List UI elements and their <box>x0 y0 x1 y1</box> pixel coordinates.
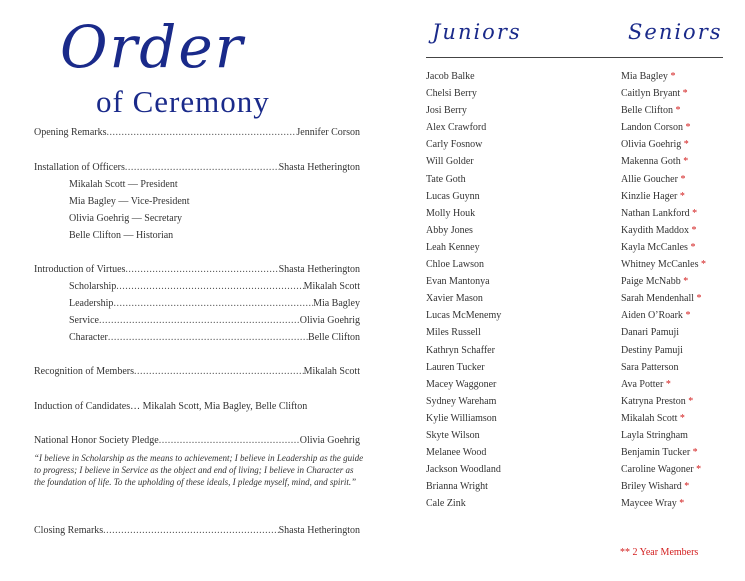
program-speaker: Shasta Hetherington <box>278 162 360 173</box>
seniors-heading: Seniors <box>628 20 723 44</box>
program-label: National Honor Society Pledge <box>34 435 159 446</box>
leader-dots <box>99 315 300 326</box>
senior-name: Belle Clifton <box>621 105 673 117</box>
senior-name: Maycee Wray <box>621 498 677 510</box>
senior-entry <box>621 393 706 410</box>
junior-name: Leah Kenney <box>426 241 480 253</box>
officer-item: Mikalah Scott — President <box>69 179 178 190</box>
two-year-marker: * <box>682 310 691 322</box>
program-recognition <box>34 366 360 377</box>
senior-name: Aiden O’Roark <box>621 310 683 322</box>
senior-name: Kayla McCanles <box>621 241 688 253</box>
senior-entry <box>621 256 706 273</box>
senior-entry <box>621 171 706 188</box>
two-year-marker: * <box>677 412 685 424</box>
title-ceremony: of Ceremony <box>96 84 270 119</box>
two-year-marker: * <box>676 498 685 510</box>
senior-entry <box>621 205 706 222</box>
leader-dots <box>134 366 304 377</box>
virtue-label: Service <box>69 315 99 326</box>
program-virtues <box>34 264 360 275</box>
junior-name: Abby Jones <box>426 224 473 236</box>
two-year-marker: * <box>680 156 689 168</box>
virtue-label: Scholarship <box>69 281 117 292</box>
senior-entry <box>621 222 706 239</box>
junior-name: Alex Crawford <box>426 122 487 134</box>
virtue-item <box>69 281 360 292</box>
senior-entry <box>621 342 706 359</box>
senior-entry <box>621 376 706 393</box>
program-label: Introduction of Virtues <box>34 264 126 275</box>
two-year-marker: * <box>667 71 676 82</box>
two-year-marker: * <box>680 276 689 288</box>
leader-dots <box>108 332 308 343</box>
footnote: ** 2 Year Members <box>620 547 699 558</box>
senior-name: Danari Pamuji <box>621 327 680 339</box>
leader-dots <box>116 281 303 292</box>
senior-name: Layla Stringham <box>621 429 688 441</box>
senior-name: Olivia Goehrig <box>621 139 682 151</box>
junior-name: Cale Zink <box>426 498 466 510</box>
junior-name: Miles Russell <box>426 327 481 339</box>
juniors-list <box>426 68 501 512</box>
senior-name: Makenna Goth <box>621 156 681 168</box>
leader-dots <box>103 525 278 536</box>
juniors-heading: Juniors <box>432 20 522 44</box>
program-label: Closing Remarks <box>34 525 104 536</box>
junior-name: Evan Mantonya <box>426 276 490 288</box>
program-label: Recognition of Members <box>34 366 134 377</box>
virtue-label: Character <box>69 332 108 343</box>
virtue-item <box>69 332 360 343</box>
senior-entry <box>621 290 706 307</box>
junior-name: Skyte Wilson <box>426 429 480 441</box>
two-year-marker: * <box>680 88 688 100</box>
junior-name: Carly Fosnow <box>426 139 483 151</box>
senior-name: Sara Patterson <box>621 361 679 373</box>
senior-name: Kaydith Maddox <box>621 224 690 236</box>
senior-name: Mia Bagley <box>621 71 668 82</box>
virtue-item <box>69 315 360 326</box>
two-year-marker: * <box>677 190 685 202</box>
senior-name: Briley Wishard <box>621 481 682 493</box>
junior-name: Kathryn Schaffer <box>426 344 495 356</box>
title-order: Order <box>60 13 245 81</box>
two-year-marker: * <box>677 173 686 185</box>
senior-name: Paige McNabb <box>621 276 681 288</box>
senior-entry <box>621 444 706 461</box>
junior-name: Brianna Wright <box>426 481 488 493</box>
junior-name: Will Golder <box>426 156 474 168</box>
senior-entry <box>621 461 706 478</box>
virtue-speaker: Mia Bagley <box>313 298 360 309</box>
two-year-marker: * <box>687 241 696 253</box>
program-speaker: Olivia Goehrig <box>299 435 360 446</box>
program-induction: Induction of Candidates… Mikalah Scott, Mia Bagley, Belle Clifton <box>34 401 308 412</box>
senior-name: Allie Goucher <box>621 173 678 185</box>
leader-dots <box>125 264 278 275</box>
junior-name: Kylie Williamson <box>426 412 497 424</box>
junior-name: Sydney Wareham <box>426 395 497 407</box>
program-pledge <box>34 435 360 446</box>
virtue-item <box>69 298 360 309</box>
senior-entry <box>621 239 706 256</box>
leader-dots <box>113 298 313 309</box>
junior-name: Jackson Woodland <box>426 464 501 476</box>
leader-dots <box>125 162 279 173</box>
two-year-marker: * <box>685 395 694 407</box>
senior-entry <box>621 119 706 136</box>
senior-entry <box>621 427 706 444</box>
senior-name: Benjamin Tucker <box>621 447 691 459</box>
two-year-marker: * <box>681 139 689 151</box>
pledge-text: “I believe in Scholarship as the means to achievement; I believe in Leadership as the guide to progress; I believe in Service as the object and end of living; I believe in Character as the foundation of life. To the upholding of these ideals, I pledge myself, mind, and spirit.” <box>34 453 364 487</box>
two-year-marker: * <box>698 259 706 271</box>
junior-name: Lauren Tucker <box>426 361 485 373</box>
program-label: Installation of Officers <box>34 162 125 173</box>
junior-name: Molly Houk <box>426 207 476 219</box>
officer-item: Mia Bagley — Vice-President <box>69 196 190 207</box>
heading-rule <box>426 57 723 58</box>
leader-dots <box>107 127 297 138</box>
senior-entry <box>621 153 706 170</box>
two-year-marker: * <box>690 447 698 459</box>
leader-dots <box>159 435 300 446</box>
senior-name: Destiny Pamuji <box>621 344 683 356</box>
senior-entry <box>621 85 706 102</box>
junior-name: Tate Goth <box>426 173 466 185</box>
junior-name: Chelsi Berry <box>426 88 477 100</box>
senior-entry <box>621 478 706 495</box>
senior-name: Caroline Wagoner <box>621 464 694 476</box>
two-year-marker: * <box>682 122 691 134</box>
program-speaker: Shasta Hetherington <box>278 264 360 275</box>
junior-name: Lucas McMenemy <box>426 310 502 322</box>
junior-name: Melanee Wood <box>426 447 487 459</box>
junior-name: Josi Berry <box>426 105 467 117</box>
program-opening <box>34 127 360 138</box>
senior-name: Sarah Mendenhall <box>621 293 695 305</box>
senior-entry <box>621 68 706 85</box>
program-label: Opening Remarks <box>34 127 107 138</box>
senior-entry <box>621 273 706 290</box>
officer-item: Olivia Goehrig — Secretary <box>69 213 183 224</box>
two-year-marker: * <box>672 105 681 117</box>
virtue-speaker: Mikalah Scott <box>303 281 360 292</box>
two-year-marker: * <box>693 464 702 476</box>
senior-name: Landon Corson <box>621 122 683 134</box>
two-year-marker: * <box>694 293 702 305</box>
senior-entry <box>621 410 706 427</box>
senior-entry <box>621 324 706 341</box>
senior-name: Ava Potter <box>621 378 664 390</box>
senior-entry <box>621 136 706 153</box>
program-closing <box>34 525 360 536</box>
program-speaker: Jennifer Corson <box>296 127 360 138</box>
officer-item: Belle Clifton — Historian <box>69 230 174 241</box>
senior-entry <box>621 495 706 512</box>
two-year-marker: * <box>663 378 671 390</box>
senior-name: Nathan Lankford <box>621 207 690 219</box>
program-speaker: Mikalah Scott <box>303 366 360 377</box>
virtue-speaker: Belle Clifton <box>308 332 360 343</box>
two-year-marker: * <box>689 224 697 236</box>
senior-name: Kinzlie Hager <box>621 190 678 202</box>
junior-name: Lucas Guynn <box>426 190 480 202</box>
junior-name: Jacob Balke <box>426 71 475 82</box>
senior-name: Katryna Preston <box>621 395 686 407</box>
junior-name: Macey Waggoner <box>426 378 497 390</box>
junior-name: Xavier Mason <box>426 293 483 305</box>
senior-entry <box>621 359 706 376</box>
seniors-list <box>621 68 706 512</box>
senior-name: Mikalah Scott <box>621 412 678 424</box>
program-installation <box>34 162 360 173</box>
junior-name: Chloe Lawson <box>426 259 485 271</box>
virtue-label: Leadership <box>69 298 114 309</box>
senior-entry <box>621 307 706 324</box>
senior-name: Whitney McCanles <box>621 259 699 271</box>
virtue-speaker: Olivia Goehrig <box>299 315 360 326</box>
senior-name: Caitlyn Bryant <box>621 88 681 100</box>
two-year-marker: * <box>689 207 698 219</box>
senior-entry <box>621 188 706 205</box>
program-speaker: Shasta Hetherington <box>278 525 360 536</box>
senior-entry <box>621 102 706 119</box>
two-year-marker: * <box>681 481 690 493</box>
